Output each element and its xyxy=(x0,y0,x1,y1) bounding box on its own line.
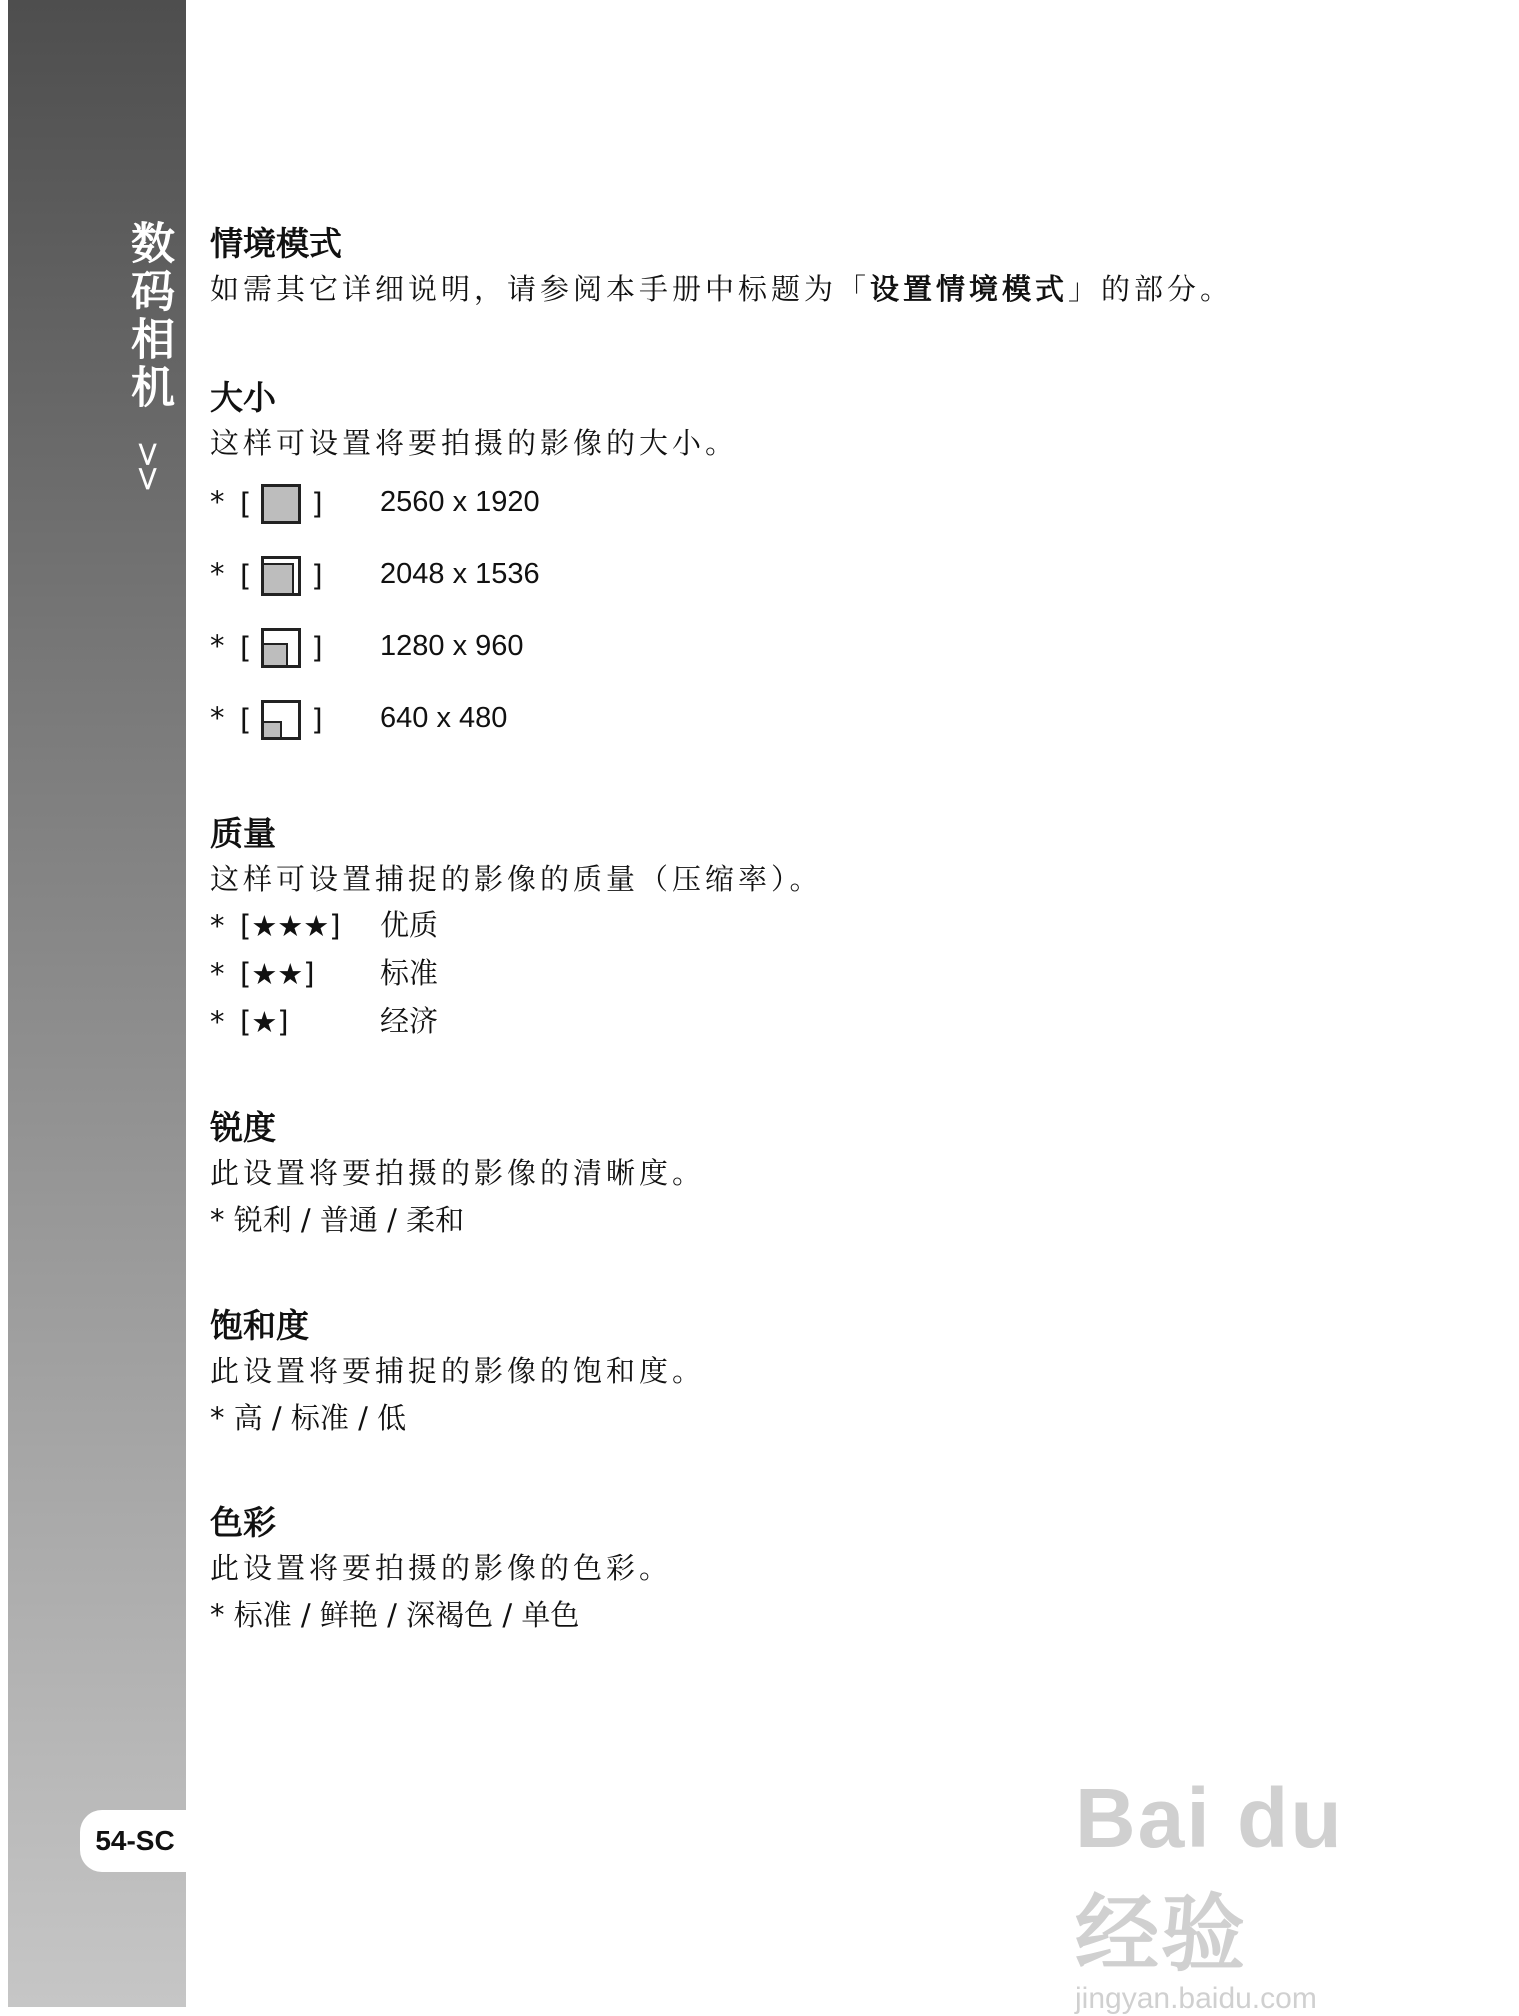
sidebar-title: 数码相机 xyxy=(123,220,174,412)
watermark-logo: Bai du 经验 xyxy=(1075,1771,1344,1981)
page-number: 54-SC xyxy=(80,1810,190,1872)
options-line: * 标准 / 鲜艳 / 深褐色 / 单色 xyxy=(210,1598,580,1632)
options-line: * 高 / 标准 / 低 xyxy=(210,1401,407,1435)
section-saturation xyxy=(210,1304,1410,1442)
section-heading: 质量 xyxy=(210,814,276,853)
list-item xyxy=(210,610,1410,682)
bullet-mark: * xyxy=(210,909,225,943)
size-value: 2560 x 1920 xyxy=(380,486,540,518)
section-heading: 大小 xyxy=(210,378,276,417)
list-item xyxy=(210,902,1410,950)
bullet-mark: * xyxy=(210,629,225,663)
watermark xyxy=(1075,1770,1435,2015)
section-scene xyxy=(210,222,1410,312)
section-desc: 这样可设置将要拍摄的影像的大小。 xyxy=(210,426,739,460)
list-item xyxy=(210,998,1410,1046)
bullet-mark: * xyxy=(210,1005,225,1039)
size-large-icon xyxy=(261,556,301,596)
section-quality xyxy=(210,812,1410,1046)
size-small-icon xyxy=(261,700,301,740)
size-icon-wrap: [ ] xyxy=(240,466,323,540)
section-sharpness xyxy=(210,1106,1410,1244)
bullet-mark: * xyxy=(210,701,225,735)
quality-value: 经济 xyxy=(380,1006,439,1038)
list-item xyxy=(210,538,1410,610)
bullet-mark: * xyxy=(210,957,225,991)
star-rating-icon: [★★] xyxy=(240,957,315,991)
star-rating-icon: [★] xyxy=(240,1005,289,1039)
section-desc: 如需其它详细说明，请参阅本手册中标题为「设置情境模式」的部分。 xyxy=(210,272,1234,306)
options-line: * 锐利 / 普通 / 柔和 xyxy=(210,1203,465,1237)
sidebar-arrows: >> xyxy=(128,440,168,489)
quality-value: 优质 xyxy=(380,910,439,942)
size-icon-wrap: [ ] xyxy=(240,682,323,756)
section-desc: 这样可设置捕捉的影像的质量（压缩率）。 xyxy=(210,862,823,896)
size-value: 640 x 480 xyxy=(380,702,508,734)
list-item xyxy=(210,682,1410,754)
size-full-icon xyxy=(261,484,301,524)
list-item xyxy=(210,950,1410,998)
section-desc: 此设置将要拍摄的影像的色彩。 xyxy=(210,1551,673,1585)
bullet-mark: * xyxy=(210,485,225,519)
section-heading: 情境模式 xyxy=(210,224,342,263)
star-rating-icon: [★★★] xyxy=(240,909,341,943)
section-size xyxy=(210,376,1410,754)
section-heading: 锐度 xyxy=(210,1108,276,1147)
section-heading: 色彩 xyxy=(210,1503,276,1542)
bullet-mark: * xyxy=(210,557,225,591)
quality-value: 标准 xyxy=(380,958,439,990)
section-desc: 此设置将要拍摄的影像的清晰度。 xyxy=(210,1156,706,1190)
watermark-url: jingyan.baidu.com xyxy=(1075,1982,1317,2015)
size-medium-icon xyxy=(261,628,301,668)
size-icon-wrap: [ ] xyxy=(240,538,323,612)
size-value: 2048 x 1536 xyxy=(380,558,540,590)
size-icon-wrap: [ ] xyxy=(240,610,323,684)
list-item xyxy=(210,466,1410,538)
sidebar xyxy=(8,0,186,2007)
section-heading: 饱和度 xyxy=(210,1306,309,1345)
section-desc: 此设置将要捕捉的影像的饱和度。 xyxy=(210,1354,706,1388)
size-value: 1280 x 960 xyxy=(380,630,524,662)
section-color xyxy=(210,1501,1410,1639)
